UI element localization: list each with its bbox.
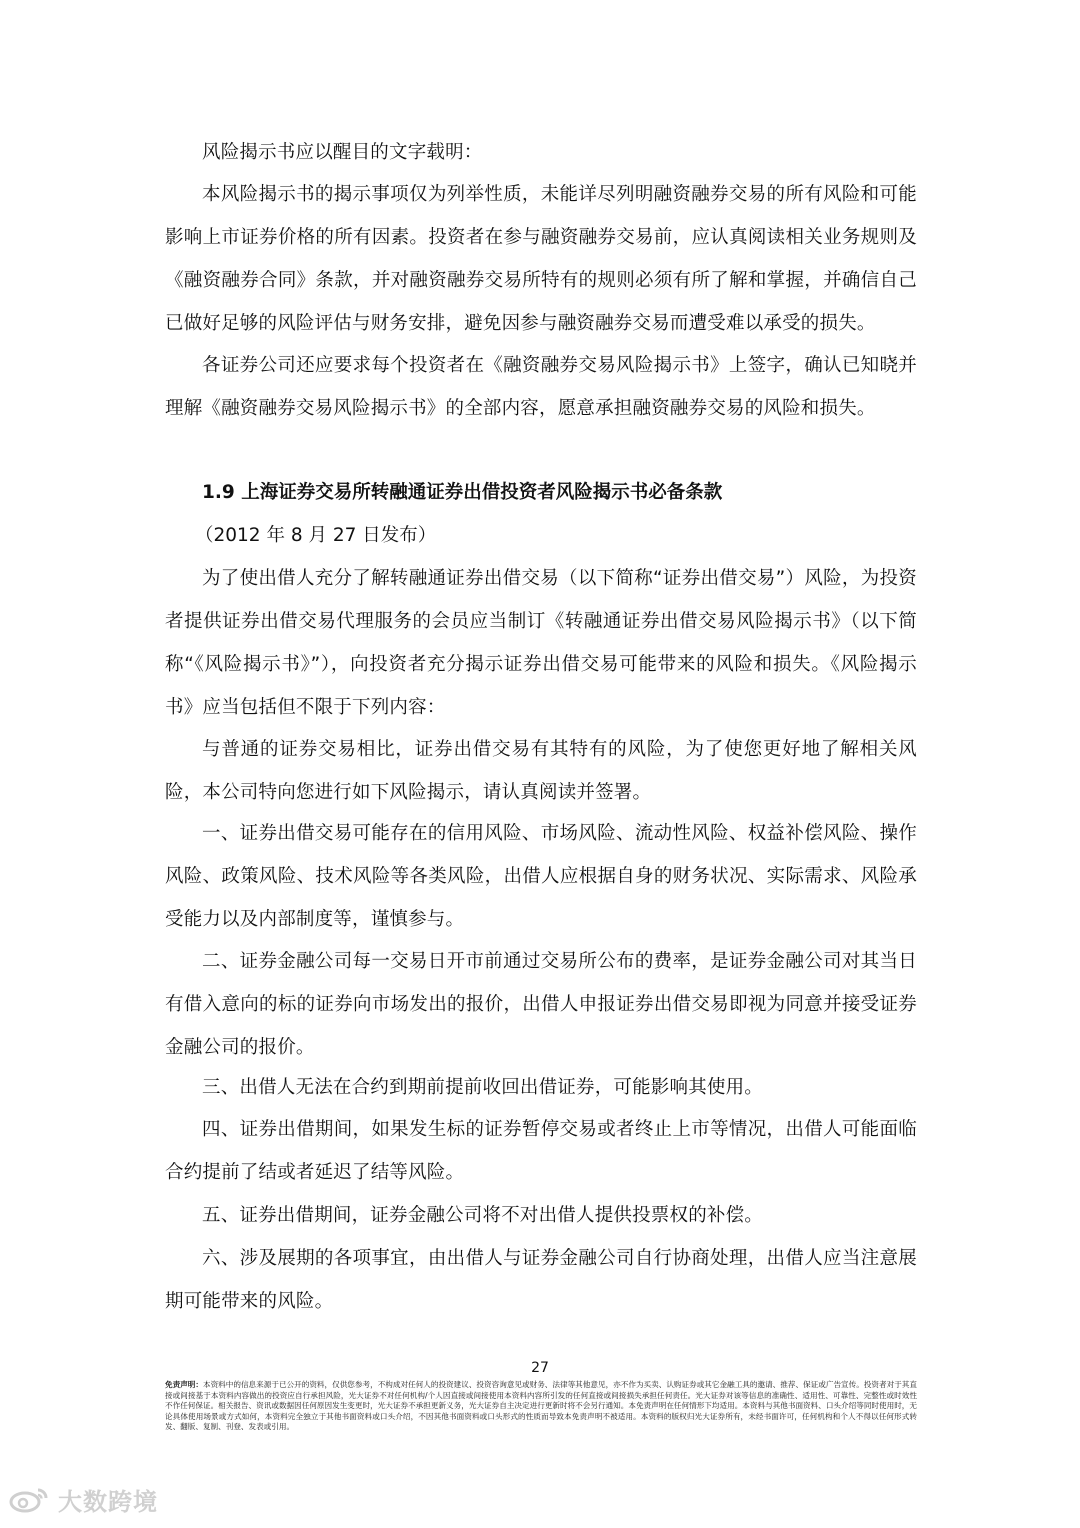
- paragraph-lending-compare: 与普通的证券交易相比，证券出借交易有其特有的风险，为了使您更好地了解相关风险，本公司特向您进行如下风险揭示，请认真阅读并签署。: [165, 739, 917, 803]
- paragraph-item-6: 六、涉及展期的各项事宜，由出借人与证券金融公司自行协商处理，出借人应当注意展期可能带来的风险。: [165, 1248, 917, 1312]
- disclaimer-text: 本资料中的信息来源于已公开的资料，仅供您参考，不构成对任何人的投资建议、投资咨询意见或财务、法律等其他意见，亦不作为买卖、认购证券或其它金融工具的邀请、推荐、保证或广告宣传。投资者对于其直接或间接基于本资料内容做出的投资应自行承担风险，光大证券不对任何机构/个人因直接或间接使用本资料内容所引发的任何直接或间接损失承担任何责任。光大证券对该等信息的准确性、适用性、可靠性、完整性或时效性不作任何保证。相关报告、资讯或数据因任何原因发生变更时，光大证券不承担更新义务，光大证券自主决定进行更新时将不会另行通知。本免责声明在任何情形下均适用。本资料与其他书面资料、口头介绍等同时使用时，无论具体使用场景或方式如何，本资料完全独立于其他书面资料或口头介绍，不因其他书面资料或口头形式的性质而导致本免责声明不被适用。本资料的版权归光大证券所有，未经书面许可，任何机构和个人不得以任何形式转发、翻版、复制、刊登、发表或引用。: [165, 1380, 917, 1432]
- paragraph-item-3: 三、出借人无法在合约到期前提前收回出借证券，可能影响其使用。: [202, 1077, 764, 1098]
- paragraph-item-5: 五、证券出借期间，证券金融公司将不对出借人提供投票权的补偿。: [202, 1205, 764, 1226]
- paragraph-intro: 风险揭示书应以醒目的文字载明：: [202, 142, 483, 163]
- watermark-text: 大数跨境: [58, 1487, 158, 1516]
- paragraph-item-2: 二、证券金融公司每一交易日开市前通过交易所公布的费率，是证券金融公司对其当日有借入意向的标的证券向市场发出的报价，出借人申报证券出借交易即视为同意并接受证券金融公司的报价。: [165, 951, 917, 1058]
- disclaimer: [165, 1380, 917, 1433]
- weibo-logo-icon: [8, 1484, 52, 1514]
- section-heading: 1.9 上海证券交易所转融通证券出借投资者风险揭示书必备条款: [202, 482, 723, 503]
- paragraph-signature-requirement: 各证券公司还应要求每个投资者在《融资融券交易风险揭示书》上签字，确认已知晓并理解《融资融券交易风险揭示书》的全部内容，愿意承担融资融券交易的风险和损失。: [165, 355, 917, 419]
- disclaimer-label: 免责声明：: [165, 1380, 203, 1389]
- paragraph-lending-intro: 为了使出借人充分了解转融通证券出借交易（以下简称“证券出借交易”）风险，为投资者提供证券出借交易代理服务的会员应当制订《转融通证券出借交易风险揭示书》（以下简称“《风险揭示书》”），向投资者充分揭示证券出借交易可能带来的风险和损失。《风险揭示书》应当包括但不限于下列内容：: [165, 568, 917, 718]
- paragraph-risk-scope: 本风险揭示书的揭示事项仅为列举性质，未能详尽列明融资融券交易的所有风险和可能影响上市证券价格的所有因素。投资者在参与融资融券交易前，应认真阅读相关业务规则及《融资融券合同》条款，并对融资融券交易所特有的规则必须有所了解和掌握，并确信自己已做好足够的风险评估与财务安排，避免因参与融资融券交易而遭受难以承受的损失。: [165, 184, 917, 334]
- page-number: 27: [531, 1360, 549, 1376]
- publish-date: （2012 年 8 月 27 日发布）: [195, 525, 437, 546]
- paragraph-item-4: 四、证券出借期间，如果发生标的证券暂停交易或者终止上市等情况，出借人可能面临合约提前了结或者延迟了结等风险。: [165, 1119, 917, 1183]
- watermark: [8, 1482, 158, 1516]
- paragraph-item-1: 一、证券出借交易可能存在的信用风险、市场风险、流动性风险、权益补偿风险、操作风险、政策风险、技术风险等各类风险，出借人应根据自身的财务状况、实际需求、风险承受能力以及内部制度等，谨慎参与。: [165, 823, 917, 930]
